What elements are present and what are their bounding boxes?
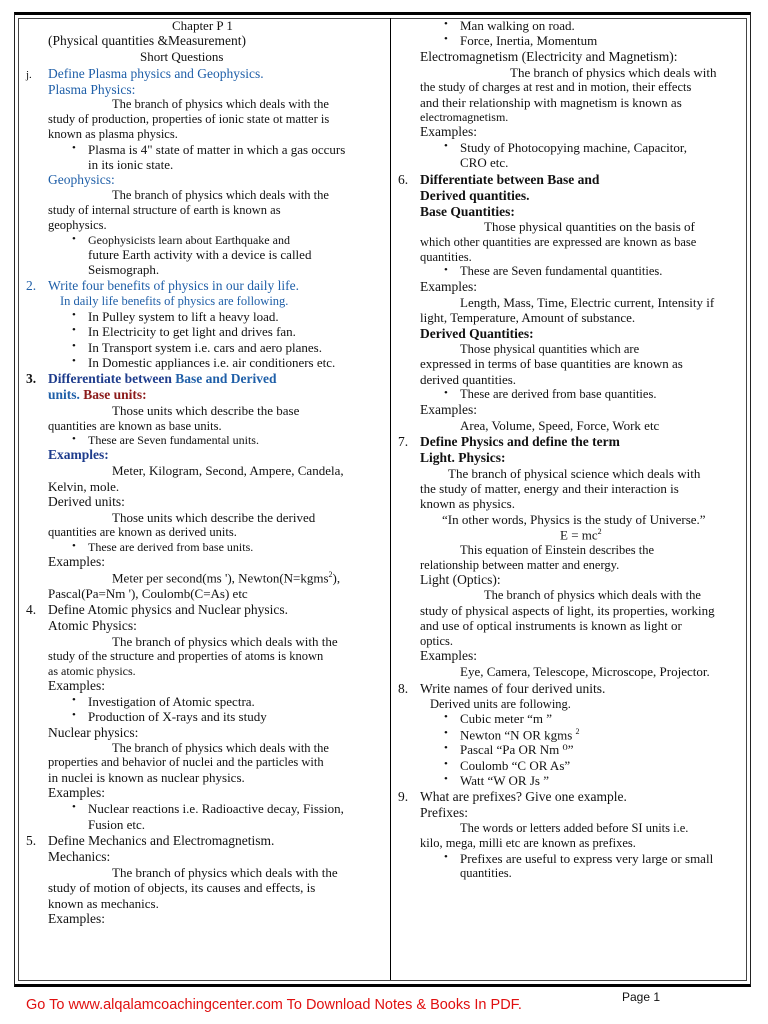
left-column — [26, 18, 380, 927]
superscript: 2 — [575, 726, 580, 736]
paragraph-line — [26, 570, 380, 586]
question-3-continued — [26, 387, 380, 403]
paragraph-line: properties and behavior of nuclei and the particles with — [48, 755, 324, 770]
paragraph-line: Those units which describe the base — [112, 403, 300, 419]
list-item-text: Newton “N OR kgms — [460, 726, 576, 742]
derived-quantities-heading: Derived Quantities: — [420, 325, 534, 341]
paragraph-line: Pascal(Pa=Nm '), Coulomb(C=As) etc — [48, 585, 248, 601]
paragraph-line: The branch of physics which deals with the — [112, 864, 338, 880]
bullet-continuation: CRO etc. — [460, 155, 509, 171]
paragraph-line: The branch of physics which deals with the — [112, 633, 338, 649]
paragraph-line: study of production, properties of ionic state ot matter is — [48, 112, 330, 127]
question-number: 5. — [26, 833, 37, 849]
paragraph-line: in nuclei is known as nuclear physics. — [48, 770, 245, 786]
question-number: 2. — [26, 278, 37, 294]
question-text: units. — [48, 387, 80, 403]
question-number: 6. — [398, 171, 409, 187]
electromagnetism-heading: Electromagnetism (Electricity and Magnetism): — [420, 48, 678, 64]
right-column — [398, 18, 740, 881]
paragraph-line: known as mechanics. — [48, 895, 159, 911]
paragraph-line: The branch of physics which deals with the — [112, 740, 329, 755]
paragraph-line: study of physical aspects of light, its properties, working — [420, 602, 715, 618]
paragraph-line: Those physical quantities on the basis of — [484, 219, 695, 235]
examples-heading: Examples: — [48, 678, 105, 694]
list-item: • Force, Inertia, Momentum — [398, 33, 740, 48]
question-5 — [26, 833, 380, 849]
question-3 — [26, 371, 380, 387]
question-number: 3. — [26, 371, 37, 387]
chapter-subtitle: Short Questions — [140, 49, 224, 65]
bullet-item: • Prefixes are useful to express very large or small — [398, 851, 740, 866]
examples-heading: Examples: — [48, 910, 105, 926]
question-text: Define Plasma physics and Geophysics. — [48, 65, 264, 81]
list-item: • In Pulley system to lift a heavy load. — [26, 309, 380, 324]
paragraph-line: Those physical quantities which are — [460, 341, 640, 356]
paragraph-line: This equation of Einstein describes the — [460, 542, 655, 557]
question-text: Define Physics and define the term — [420, 433, 620, 449]
paragraph-line: The words or letters added before SI units i.e. — [460, 821, 689, 836]
list-item: • Cubic meter “m ” — [398, 711, 740, 726]
paragraph-text: Meter per second(ms '), Newton(N=kgms — [112, 570, 329, 586]
download-link[interactable]: Go To www.alqalamcoachingcenter.com To Download Notes & Books In PDF. — [26, 997, 522, 1013]
list-item — [398, 727, 740, 743]
geophysics-heading: Geophysics: — [48, 172, 115, 188]
examples-heading: Examples: — [48, 447, 109, 463]
list-item: • Investigation of Atomic spectra. — [26, 694, 380, 709]
list-item: • Coulomb “C OR As” — [398, 758, 740, 773]
equation-text: E = mc — [560, 527, 598, 543]
intro-line: Derived units are following. — [430, 696, 571, 711]
paragraph-line: which other quantities are expressed are known as base — [420, 234, 697, 249]
paragraph-line: derived quantities. — [420, 371, 517, 387]
question-number: j. — [26, 68, 32, 81]
paragraph-line: electromagnetism. — [420, 109, 509, 124]
bullet-continuation: in its ionic state. — [88, 157, 174, 173]
chapter-title: (Physical quantities &Measurement) — [48, 33, 246, 49]
paragraph-line: the study of charges at rest and in motion, their effects — [420, 79, 692, 94]
examples-heading: Examples: — [48, 554, 105, 570]
superscript: 2 — [328, 570, 333, 580]
examples-heading: Examples: — [420, 401, 477, 417]
intro-line: In daily life benefits of physics are following. — [60, 294, 289, 309]
prefixes-heading: Prefixes: — [420, 805, 468, 821]
question-text: Differentiate between — [48, 371, 172, 387]
paragraph-line: Area, Volume, Speed, Force, Work etc — [460, 417, 660, 433]
list-item: • Watt “W OR Js ” — [398, 773, 740, 788]
question-text: Derived quantities. — [420, 187, 530, 203]
paragraph-line: known as physics. — [420, 496, 515, 512]
derived-units-heading: Derived units: — [48, 494, 125, 509]
paragraph-line: The branch of physics which deals with the — [484, 588, 701, 603]
paragraph-line: and use of optical instruments is known as light or — [420, 618, 682, 634]
paragraph-line: quantities. — [420, 249, 472, 264]
bullet-item: • Study of Photocopying machine, Capacitor, — [398, 140, 740, 155]
question-text: What are prefixes? Give one example. — [420, 789, 627, 805]
paragraph-line: The branch of physics which deals with the — [112, 188, 329, 203]
list-item: • Pascal “Pa OR Nm ⁰” — [398, 742, 740, 757]
question-text: Define Atomic physics and Nuclear physics. — [48, 602, 288, 618]
equation — [398, 527, 740, 543]
bullet-item: • These are Seven fundamental units. — [26, 433, 380, 447]
question-text: Base and Derived — [175, 371, 277, 387]
paragraph-line: expressed in terms of base quantities are known as — [420, 356, 683, 372]
paragraph-line: The branch of physical science which deals with — [448, 465, 701, 481]
paragraph-line: and their relationship with magnetism is known as — [420, 94, 682, 110]
bullet-item: • These are derived from base quantities. — [398, 387, 740, 402]
bullet-item: • Plasma is 4" state of matter in which a gas occurs — [26, 142, 380, 157]
question-7 — [398, 434, 740, 450]
bullet-item: • Nuclear reactions i.e. Radioactive decay, Fission, — [26, 801, 380, 816]
bullet-item: • These are derived from base units. — [26, 540, 380, 554]
paragraph-line: study of motion of objects, its causes and effects, is — [48, 880, 316, 896]
question-8 — [398, 681, 740, 697]
paragraph-line: optics. — [420, 633, 453, 648]
question-text: Define Mechanics and Electromagnetism. — [48, 833, 275, 849]
question-number: 8. — [398, 680, 409, 696]
examples-heading: Examples: — [420, 279, 477, 295]
paragraph-line: Those units which describe the derived — [112, 509, 316, 525]
paragraph-line: relationship between matter and energy. — [420, 557, 620, 572]
examples-heading: Examples: — [420, 648, 477, 664]
paragraph-line: quantities are known as derived units. — [48, 525, 237, 540]
bullet-continuation: Fusion etc. — [88, 816, 146, 832]
question-6 — [398, 172, 740, 188]
paragraph-line: geophysics. — [48, 217, 107, 232]
bullet-continuation: quantities. — [460, 865, 512, 880]
paragraph-line: quantities are known as base units. — [48, 418, 222, 433]
paragraph-line: Length, Mass, Time, Electric current, Intensity if — [460, 294, 715, 310]
superscript: 2 — [597, 527, 602, 537]
nuclear-heading: Nuclear physics: — [48, 724, 139, 740]
paragraph-line: Meter, Kilogram, Second, Ampere, Candela, — [112, 463, 344, 479]
base-units-heading: Base units: — [83, 387, 147, 403]
paragraph-line: light, Temperature, Amount of substance. — [420, 310, 636, 326]
paragraph-line: Kelvin, mole. — [48, 478, 120, 494]
question-text: Write names of four derived units. — [420, 680, 606, 696]
paragraph-line: The branch of physics which deals with — [510, 64, 717, 80]
list-item: • Production of X-rays and its study — [26, 709, 380, 724]
question-1 — [26, 66, 380, 82]
question-number: 9. — [398, 789, 409, 805]
paragraph-line: kilo, mega, milli etc are known as prefixes. — [420, 835, 636, 850]
paragraph-line: as atomic physics. — [48, 663, 136, 678]
question-9 — [398, 789, 740, 805]
list-item: • In Transport system i.e. cars and aero planes. — [26, 340, 380, 355]
paragraph-line: the study of matter, energy and their interaction is — [420, 481, 679, 497]
bullet-continuation: Seismograph. — [88, 262, 160, 278]
bullet-item: • Geophysicists learn about Earthquake and — [26, 233, 380, 247]
question-text: Differentiate between Base and — [420, 171, 600, 187]
page-number: Page 1 — [622, 990, 661, 1004]
paragraph-line: Eye, Camera, Telescope, Microscope, Projector. — [460, 664, 710, 680]
list-item: • Man walking on road. — [398, 18, 740, 33]
column-divider — [390, 18, 391, 980]
mechanics-heading: Mechanics: — [48, 848, 111, 864]
base-quantities-heading: Base Quantities: — [420, 203, 515, 219]
bullet-continuation: future Earth activity with a device is called — [88, 246, 312, 262]
question-2 — [26, 278, 380, 294]
question-number: 4. — [26, 602, 37, 618]
plasma-heading: Plasma Physics: — [48, 81, 136, 97]
light-heading: Light (Optics): — [420, 572, 501, 588]
examples-heading: Examples: — [420, 124, 477, 140]
list-item: • In Electricity to get light and drives fan. — [26, 324, 380, 339]
chapter-label: Chapter P 1 — [172, 18, 233, 33]
paragraph-text: ), — [332, 570, 341, 586]
question-4 — [26, 602, 380, 618]
paragraph-line: study of internal structure of earth is known as — [48, 203, 281, 218]
physics-heading: Light. Physics: — [420, 449, 506, 465]
quote-line: “In other words, Physics is the study of Universe.” — [442, 511, 706, 527]
list-item: • In Domestic appliances i.e. air conditioners etc. — [26, 355, 380, 370]
bullet-item: • These are Seven fundamental quantities. — [398, 264, 740, 279]
atomic-heading: Atomic Physics: — [48, 617, 137, 633]
examples-heading: Examples: — [48, 785, 105, 801]
paragraph-line: The branch of physics which deals with the — [112, 97, 329, 112]
question-text: Write four benefits of physics in our daily life. — [48, 278, 300, 294]
question-number: 7. — [398, 433, 409, 449]
paragraph-line: study of the structure and properties of atoms is known — [48, 649, 324, 664]
paragraph-line: known as plasma physics. — [48, 126, 178, 141]
